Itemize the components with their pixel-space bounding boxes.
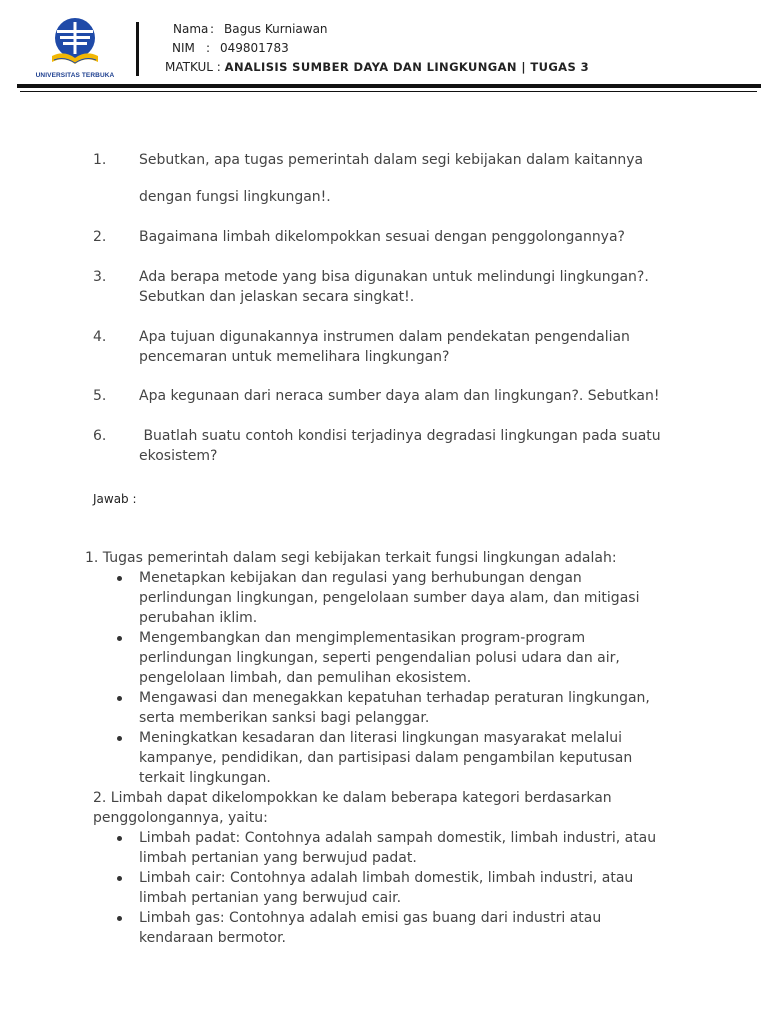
nim-value: 049801783 [220,41,289,55]
matkul-label: MATKUL : [165,60,221,74]
document-header [0,0,768,96]
question-text: Ada berapa metode yang bisa digunakan untuk melindungi lingkungan?. Sebutkan dan jelaskan secara singkat!. [139,269,649,305]
nama-colon: : [210,22,215,36]
list-item: Meningkatkan kesadaran dan literasi lingkungan masyarakat melalui kampanye, pendidikan, dan partisipasi dalam pengambilan keputusan terkait lingkungan. [0,728,679,788]
question-number: 6. [93,428,107,444]
answer-2-list [0,828,768,948]
list-item: Limbah padat: Contohnya adalah sampah domestik, limbah industri, atau limbah pertanian yang berwujud padat. [0,828,679,868]
nama-label: Nama [173,22,209,36]
question-number: 3. [93,269,107,285]
nim-row [165,39,589,58]
question-number: 5. [93,388,107,404]
list-item: Limbah gas: Contohnya adalah emisi gas buang dari industri atau kendaraan bermotor. [0,908,679,948]
question-text: Apa kegunaan dari neraca sumber daya alam dan lingkungan?. Sebutkan! [139,388,660,404]
list-item: Limbah cair: Contohnya adalah limbah domestik, limbah industri, atau limbah pertanian yang berwujud cair. [0,868,679,908]
header-rule-thick [17,84,761,88]
answer-2-intro: 2. Limbah dapat dikelompokkan ke dalam beberapa kategori berdasarkan penggolongannya, yaitu: [93,790,612,826]
answers [0,548,768,948]
header-divider [136,22,139,76]
question-text: Sebutkan, apa tugas pemerintah dalam segi kebijakan dalam kaitannya [139,152,644,168]
nim-label: NIM [172,41,195,55]
question-text: Buatlah suatu contoh kondisi terjadinya degradasi lingkungan pada suatu ekosistem? [139,428,666,464]
header-rule-thin [20,91,757,92]
question-number: 1. [93,152,107,168]
question-text: Bagaimana limbah dikelompokkan sesuai dengan penggolongannya? [139,229,625,245]
matkul-row [165,58,589,77]
question-number: 2. [93,229,107,245]
list-item: Mengawasi dan menegakkan kepatuhan terhadap peraturan lingkungan, serta memberikan sanksi bagi pelanggar. [0,688,679,728]
nim-colon: : [206,41,211,55]
list-item: Mengembangkan dan mengimplementasikan program-program perlindungan lingkungan, seperti pengendalian polusi udara dan air, pengelolaan limbah, dan pemulihan ekosistem. [0,628,679,688]
question-text: Apa tujuan digunakannya instrumen dalam pendekatan pengendalian pencemaran untuk memelihara lingkungan? [139,329,630,365]
jawab-label: Jawab : [93,492,137,506]
question-number: 4. [93,329,107,345]
university-emblem-icon [30,16,120,72]
question-text: dengan fungsi lingkungan!. [139,189,331,205]
answer-1-intro: 1. Tugas pemerintah dalam segi kebijakan terkait fungsi lingkungan adalah: [85,550,617,566]
list-item: Menetapkan kebijakan dan regulasi yang berhubungan dengan perlindungan lingkungan, pengelolaan sumber daya alam, dan mitigasi perubahan iklim. [0,568,679,628]
student-info [165,20,589,77]
nama-value: Bagus Kurniawan [224,22,328,36]
answer-1-list [0,568,768,788]
university-name: UNIVERSITAS TERBUKA [35,72,115,79]
matkul-value: ANALISIS SUMBER DAYA DAN LINGKUNGAN | TUGAS 3 [224,60,589,74]
nama-row [165,20,589,39]
university-logo [30,16,120,82]
